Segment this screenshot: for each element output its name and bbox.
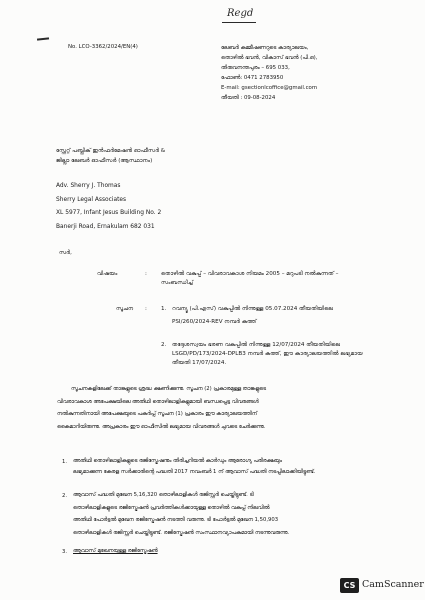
reference-colon: : bbox=[145, 306, 147, 312]
reference-item-2-number: 2. bbox=[161, 342, 167, 348]
sender-line: ജില്ലാ ലേബർ ഓഫീസർ (ആസ്ഥാനം) bbox=[56, 158, 153, 164]
answer-line: അതിഥി പോർട്ടൽ മുഖേന രജിസ്ട്രേഷൻ നടത്തി വരുന്നു. ടി പോർട്ടൽ മുഖേന 1,50,903 bbox=[73, 517, 279, 524]
body-line: സൂചനകളിലേക്ക് താങ്കളുടെ ശ്രദ്ധ ക്ഷണിക്കുന്നു. സൂചന (2) പ്രകാരമുള്ള താങ്കളുടെ bbox=[71, 386, 267, 392]
handwritten-annotation: Regd bbox=[227, 8, 254, 19]
recipient-line: Sherry Legal Associates bbox=[56, 196, 127, 203]
answer-line: ആവാസ് മുഖേനയുള്ള രജിസ്ട്രേഷൻ bbox=[73, 548, 158, 554]
subject-line: തൊഴിൽ വകുപ്പ് – വിവരാവകാശ നിയമം 2005 – മറുപടി നൽകുന്നത് – bbox=[161, 271, 339, 277]
reference-item-2 bbox=[172, 341, 363, 367]
annotation-underline bbox=[222, 22, 256, 23]
sender-line: സ്റ്റേറ്റ് പബ്ലിക് ഇൻഫർമേഷൻ ഓഫീസർ & bbox=[56, 148, 166, 154]
reference-label: സൂചന bbox=[116, 306, 134, 312]
body-line: നൽകുന്നതിനായി അപേക്ഷയുടെ പകർപ്പ് സൂചന (1) പ്രകാരം ഈ കാര്യാലയത്തിന് bbox=[57, 411, 258, 418]
subject-line: സംബന്ധിച്ച് bbox=[161, 280, 193, 286]
reference-item-1 bbox=[172, 305, 333, 326]
answer-3-number: 3. bbox=[62, 549, 68, 555]
reference-line: PSI/260/2024-REV നമ്പർ കത്ത് bbox=[172, 319, 257, 325]
answer-line: തൊഴിലാളികൾ രജിസ്റ്റർ ചെയ്തിട്ടുണ്ട്. രജിസ്ട്രേഷൻ സംസ്ഥാനവ്യാപകമായി നടന്നുവരുന്നു. bbox=[73, 529, 290, 536]
body-line: കൈമാറിയിരുന്നു. അപ്രകാരം ഈ ഓഫീസിൽ ലഭ്യമായ വിവരങ്ങൾ ചുവടെ ചേർക്കുന്നു. bbox=[57, 423, 266, 430]
recipient-block bbox=[56, 182, 161, 232]
reference-line: തീയതി 17/07/2024. bbox=[172, 360, 227, 366]
answer-line: അതിഥി തൊഴിലാളികളുടെ രജിസ്ട്രേഷനും തിരിച്ചറിയൽ കാർഡും ആരോഗ്യ പരിരക്ഷയും bbox=[73, 458, 282, 464]
subject-label: വിഷയം bbox=[97, 271, 118, 277]
answer-1 bbox=[73, 456, 315, 477]
office-line: ഫോൺ: 0471 2783950 bbox=[221, 74, 284, 81]
file-number: No. LCO-3362/2024/EN(4) bbox=[68, 44, 138, 50]
answer-1-number: 1. bbox=[62, 459, 68, 465]
letter-date: തീയതി : 09-08-2024 bbox=[221, 94, 276, 101]
body-paragraph bbox=[57, 384, 266, 432]
answer-line: തൊഴിലാളികളുടെ രജിസ്ട്രേഷൻ പ്രവർത്തികൾക്കായുള്ള തൊഴിൽ വകുപ്പ് നിലവിൽ bbox=[73, 504, 270, 511]
subject-colon: : bbox=[145, 271, 147, 277]
salutation: സർ, bbox=[59, 250, 72, 256]
margin-mark bbox=[37, 37, 49, 40]
recipient-name: Adv. Sherry J. Thomas bbox=[56, 183, 121, 189]
office-address-block bbox=[221, 45, 317, 103]
reference-line: റവന്യൂ (പി.എസ്) വകുപ്പിൽ നിന്നുള്ള 05.07.2024 തീയതിയിലെ bbox=[172, 306, 333, 312]
reference-line: LSGD/PD/173/2024-DPLB3 നമ്പർ കത്ത്, ഈ കാര്യാലയത്തിൽ ലഭ്യമായ bbox=[172, 351, 363, 357]
answer-3 bbox=[73, 546, 158, 557]
camscanner-logo-icon: CS bbox=[340, 578, 359, 593]
reference-item-1-number: 1. bbox=[161, 306, 167, 312]
office-line: ലേബർ കമ്മീഷണറുടെ കാര്യാലയം, bbox=[221, 45, 309, 51]
reference-line: തദ്ദേശസ്വയം ഭരണ വകുപ്പിൽ നിന്നുള്ള 12/07/2024 തീയതിയിലെ bbox=[172, 342, 341, 348]
camscanner-label: CamScanner bbox=[362, 579, 424, 590]
answer-2-number: 2. bbox=[62, 493, 68, 499]
answer-line: ആവാസ് പദ്ധതി മുഖേന 5,16,320 തൊഴിലാളികൾ രജിസ്റ്റർ ചെയ്തിട്ടുണ്ട്. ടി bbox=[73, 492, 254, 498]
office-line: തിരുവനന്തപുരം – 695 033, bbox=[221, 64, 290, 71]
answer-2 bbox=[73, 490, 289, 538]
subject-text bbox=[161, 270, 338, 287]
sender-block bbox=[56, 147, 165, 165]
office-line: തൊഴിൽ ഭവൻ, വികാസ് ഭവൻ (പി.ഒ), bbox=[221, 54, 318, 61]
recipient-line: XL 5977, Infant Jesus Building No. 2 bbox=[56, 210, 162, 216]
body-line: വിവരാവകാശ അപേക്ഷയിലെ അതിഥി തൊഴിലാളികളുമായി ബന്ധപ്പെട്ട വിവരങ്ങൾ bbox=[57, 398, 259, 405]
office-email: E-mail: gsectionlcoffice@gmail.com bbox=[221, 84, 318, 91]
recipient-line: Banerji Road, Ernakulam 682 031 bbox=[56, 223, 155, 230]
answer-line: ലഭ്യമാക്കുന്ന കേരള സർക്കാരിന്റെ പദ്ധതി 2017 നവംബർ 1 ന് ആവാസ് പദ്ധതി നടപ്പിലാക്കിയിട്ടുണ്ട്. bbox=[73, 468, 316, 475]
